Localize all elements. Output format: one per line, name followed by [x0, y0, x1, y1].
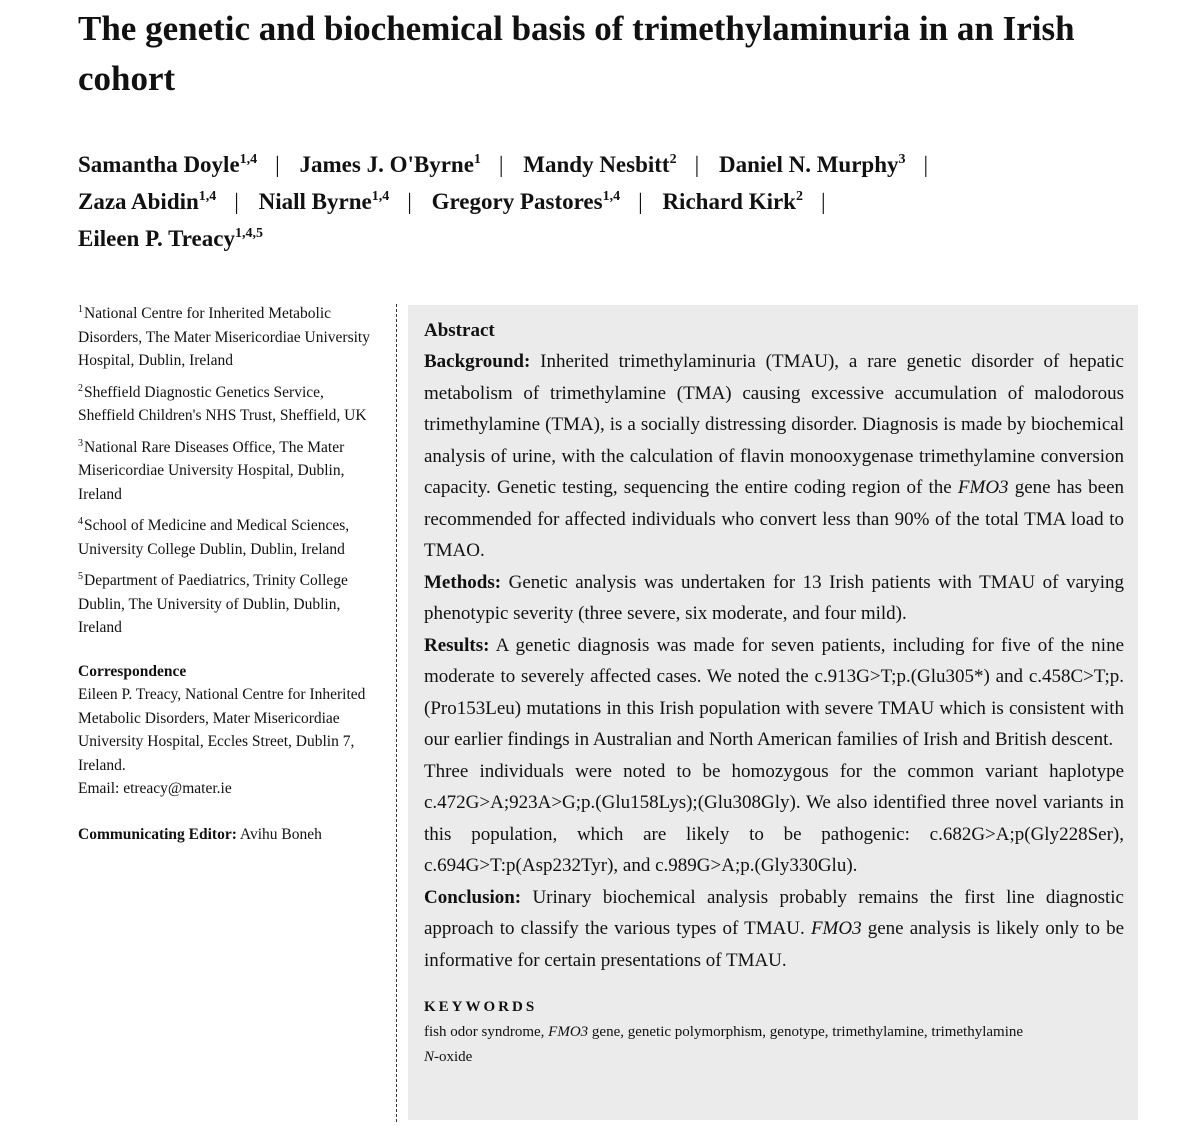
author-separator: |: [820, 189, 826, 214]
author: James J. O'Byrne$^1$: [299, 152, 481, 177]
author-separator: |: [498, 152, 504, 177]
author: Richard Kirk$^2$: [662, 189, 803, 214]
author: Daniel N. Murphy$^3$: [718, 152, 906, 177]
correspondence-address: Eileen P. Treacy, National Centre for Inherited Metabolic Disorders, Mater Misericordiae University Hospital, Eccles Street, Dublin 7, Ireland.: [78, 686, 366, 774]
abstract-methods: Methods: Genetic analysis was undertaken for 13 Irish patients with TMAU of varying phenotypic severity (three severe, six moderate, and four mild).: [424, 571, 1124, 624]
column-divider: [396, 304, 397, 1122]
affiliation: $^1$National Centre for Inherited Metabolic Disorders, The Mater Misericordiae University Hospital, Dublin, Ireland: [78, 304, 370, 369]
affiliation: $^4$School of Medicine and Medical Sciences, University College Dublin, Dublin, Ireland: [78, 516, 350, 558]
author: Samantha Doyle$^{1,4}$: [78, 152, 258, 177]
keywords-list: fish odor syndrome, FMO3 gene, genetic polymorphism, genotype, trimethylamine, trimethylamine N-oxide: [424, 1024, 1024, 1065]
affiliation: $^5$Department of Paediatrics, Trinity College Dublin, The University of Dublin, Dublin, Ireland: [78, 571, 348, 636]
affiliations-column: [78, 302, 378, 846]
author-separator: |: [694, 152, 700, 177]
abstract-results-continued: Three individuals were noted to be homozygous for the common variant haplotype c.472G>A;923A>G;p.(Glu158Lys);(Glu308Gly). We also identified three novel variants in this population, which are likely to be pathogenic: c.682G>A;p(Gly228Ser), c.694G>T:p(Asp232Tyr), and c.989G>A;p.(Gly330Glu).: [424, 760, 1124, 876]
abstract-box: [408, 305, 1138, 1120]
abstract-conclusion: Conclusion: Urinary biochemical analysis probably remains the first line diagnostic approach to classify the various types of TMAU. FMO3 gene analysis is likely only to be informative for certain presentations of TMAU.: [424, 886, 1125, 971]
author-separator: |: [407, 189, 412, 214]
abstract-results: Results: A genetic diagnosis was made for seven patients, including for five of the nine moderate to severely affected cases. We noted the c.913G>T;p.(Glu305*) and c.458C>T;p.(Pro153Leu) mutations in this Irish population with severe TMAU which is consistent with our earlier findings in Australian and North American families of Irish and British descent.: [424, 634, 1125, 750]
paper-title: The genetic and biochemical basis of trimethylaminuria in an Irish cohort: [78, 9, 1075, 98]
correspondence: [78, 660, 378, 801]
affiliation: $^3$National Rare Diseases Office, The Mater Misericordiae University Hospital, Dublin, Ireland: [78, 437, 345, 503]
affiliation: $^2$Sheffield Diagnostic Genetics Service, Sheffield Children's NHS Trust, Sheffield, UK: [78, 382, 367, 424]
communicating-editor: [78, 823, 378, 847]
correspondence-heading: Correspondence: [78, 662, 187, 680]
editor-label: Communicating Editor:: [78, 825, 237, 843]
author-separator: |: [234, 189, 239, 214]
author: Zaza Abidin$^{1,4}$: [78, 189, 217, 214]
author: Mandy Nesbitt$^2$: [523, 152, 677, 177]
abstract-background: Background: Inherited trimethylaminuria (TMAU), a rare genetic disorder of hepatic metabolism of trimethylamine (TMA) causing excessive accumulation of malodorous trimethylamine (TMA), is a socially distressing disorder. Diagnosis is made by biochemical analysis of urine, with the calculation of flavin monooxygenase trimethylamine conversion capacity. Genetic testing, sequencing the entire coding region of the FMO3 gene has been recommended for affected individuals who convert less than 90% of the total TMA load to TMAO.: [424, 351, 1125, 561]
author-separator: |: [638, 189, 643, 214]
abstract-heading: Abstract: [424, 320, 495, 341]
author-separator: |: [275, 152, 280, 177]
author-list: [78, 146, 1178, 257]
correspondence-email[interactable]: Email: etreacy@mater.ie: [78, 780, 232, 797]
author-separator: |: [923, 152, 929, 177]
author: Niall Byrne$^{1,4}$: [258, 189, 390, 214]
keywords-heading: KEYWORDS: [424, 999, 538, 1015]
author: Gregory Pastores$^{1,4}$: [431, 189, 621, 214]
editor-name: Avihu Boneh: [239, 825, 322, 843]
author: Eileen P. Treacy$^{1,4,5}$: [78, 226, 263, 251]
